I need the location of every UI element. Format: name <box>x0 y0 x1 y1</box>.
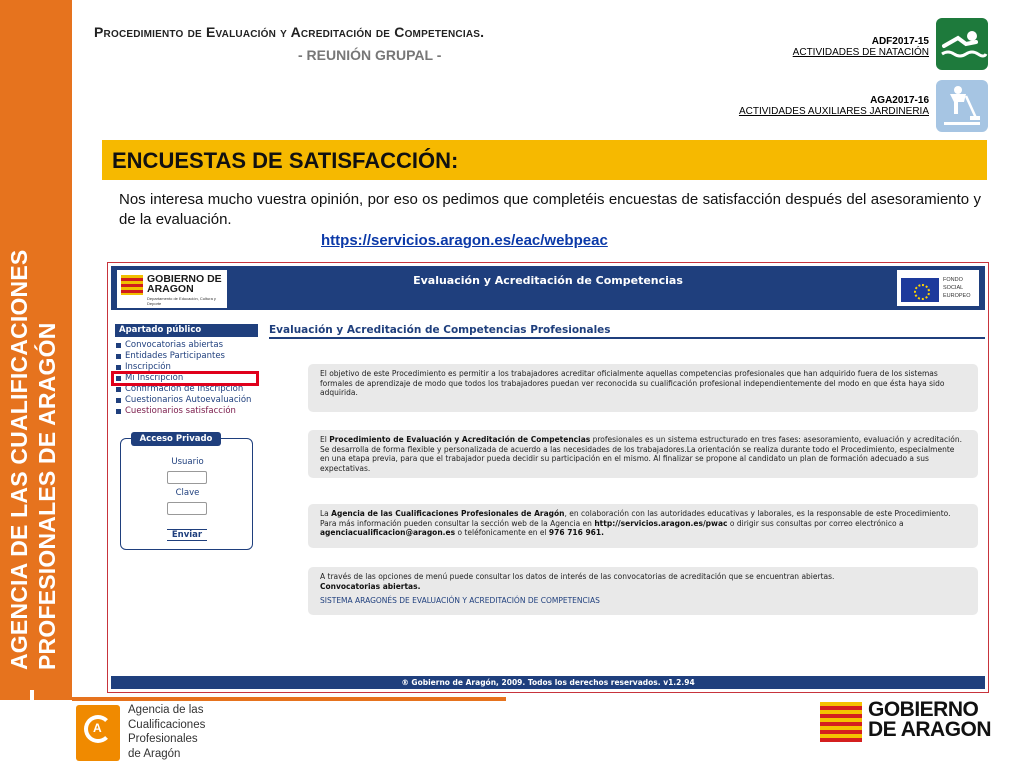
site-header <box>111 266 985 310</box>
info-text-bold: Agencia de las Cualificaciones Profesionales de Aragón <box>331 509 565 518</box>
procedure-title: Procedimiento de Evaluación y Acreditación de Competencias. <box>94 24 485 40</box>
info-text: profesionales es un sistema estructurado en tres fases: asesoramiento, evaluación y acreditación. Se desarrolla de forma flexible y personalizada de acuerdo a las necesidades de los trabajadores.La orientación se realiza durante todo el Procedimiento, especialmente en una etapa previa, para que el trabajador pueda decidir su participación en el mismo. Al finalizar se propone al candidato un plan de formación adecuado a sus expectativas. <box>320 435 962 473</box>
gov-name-line: DE ARAGON <box>868 718 992 741</box>
course-code: ADF2017-15 <box>871 36 929 47</box>
agency-name-line: de Aragón <box>128 747 181 760</box>
website-screenshot-content <box>111 266 985 689</box>
nav-item-inscripcion[interactable]: Inscripción <box>115 362 258 373</box>
gov-name-line: GOBIERNO <box>868 698 979 721</box>
agency-name <box>128 703 205 761</box>
course-name[interactable]: ACTIVIDADES DE NATACIÓN <box>792 47 929 58</box>
band-accent-bar <box>30 690 34 704</box>
nav-item-entidades[interactable]: Entidades Participantes <box>115 351 258 362</box>
site-title: Evaluación y Acreditación de Competencias <box>413 274 683 287</box>
course-name[interactable]: ACTIVIDADES AUXILIARES JARDINERIA <box>738 106 929 117</box>
meeting-subtitle: - REUNIÓN GRUPAL - <box>298 47 442 63</box>
vertical-title-line1: AGENCIA DE LAS CUALIFICACIONES <box>6 249 32 670</box>
info-box-objective <box>308 364 978 412</box>
gobierno-aragon-logo <box>820 700 1005 746</box>
info-text: La <box>320 509 332 518</box>
info-text-bold: Procedimiento de Evaluación y Acreditación de Competencias <box>329 435 591 444</box>
footer-divider <box>72 697 506 701</box>
course-adf <box>793 36 929 58</box>
eu-text-line: EUROPEO <box>943 293 971 299</box>
survey-url-link[interactable]: https://servicios.aragon.es/eac/webpeac <box>321 232 608 249</box>
vertical-agency-title <box>0 0 72 700</box>
gobierno-aragon-name <box>868 700 991 740</box>
enviar-button[interactable]: Enviar <box>167 529 207 541</box>
info-text-bold: Convocatorias abiertas. <box>320 581 421 591</box>
site-logo-dept: Departamento de Educación, Cultura y Deporte <box>147 296 216 306</box>
info-box-menu <box>308 567 978 615</box>
info-box-procedure <box>308 430 978 478</box>
highlight-box <box>111 371 259 386</box>
eu-flag-icon <box>901 278 939 302</box>
site-main-title: Evaluación y Acreditación de Competencias Profesionales <box>269 324 985 339</box>
info-text-caps: SISTEMA ARAGONÉS DE EVALUACIÓN Y ACREDITACIÓN DE COMPETENCIAS <box>320 596 600 605</box>
vertical-title-line2: PROFESIONALES DE ARAGÓN <box>34 322 60 670</box>
section-title: ENCUESTAS DE SATISFACCIÓN: <box>112 148 459 173</box>
agency-phone: 976 716 961. <box>548 528 604 537</box>
gardener-icon <box>936 80 988 132</box>
agency-logo-letter: A <box>93 721 102 735</box>
eu-text-line: SOCIAL <box>943 285 964 291</box>
nav-item-autoevaluacion[interactable]: Cuestionarios Autoevaluación <box>115 395 258 406</box>
usuario-label: Usuario <box>171 457 204 467</box>
info-text: El <box>320 435 330 444</box>
clave-input[interactable] <box>167 502 207 515</box>
info-text: A través de las opciones de menú puede consultar los datos de interés de las convocatorias de acreditación que se encuentran abiertas. <box>320 572 835 581</box>
private-access-title: Acceso Privado <box>131 432 221 446</box>
agency-name-line: Agencia de las <box>128 704 204 716</box>
agency-name-line: Cualificaciones <box>128 718 206 731</box>
nav-header: Apartado público <box>115 324 258 337</box>
course-code: AGA2017-16 <box>870 95 929 106</box>
nav-item-mi-inscripcion[interactable]: Mi Inscripción <box>115 373 258 384</box>
info-text: , en colaboración con las autoridades educativas y laborales, es la responsable de este Procedimiento. Para más información pueden consultar la sección web de la Agencia en <box>320 509 951 528</box>
website-screenshot <box>107 262 989 693</box>
agency-name-line: Profesionales <box>128 733 198 745</box>
aragon-flag-icon <box>820 702 862 742</box>
nav-item-satisfaccion[interactable]: Cuestionarios satisfacción <box>115 406 258 417</box>
site-footer: ® Gobierno de Aragón, 2009. Todos los derechos reservados. v1.2.94 <box>111 676 985 689</box>
nav-item-convocatorias[interactable]: Convocatorias abiertas <box>115 340 258 351</box>
agency-email-link[interactable]: agenciacualificacion@aragon.es <box>320 528 456 537</box>
agency-web-link[interactable]: http://servicios.aragon.es/pwac <box>594 518 728 528</box>
eu-fund-logo <box>897 270 979 306</box>
section-header-bar <box>102 140 987 180</box>
info-text: o dirigir sus consultas por correo electrónico a <box>727 518 904 528</box>
private-access-panel <box>120 434 253 550</box>
info-text: El objetivo de este Procedimiento es permitir a los trabajadores acreditar oficialmente aquellas competencias profesionales que han adquirido fuera de los sistemas formales de aprendizaje de modo que todos los trabajadores puedan ver reconocida su cualificación profesional independientemente del modo en que ésta haya sido adquirida. <box>320 369 945 397</box>
agency-logo <box>76 705 120 761</box>
intro-paragraph: Nos interesa mucho vuestra opinión, por eso os pedimos que completéis encuestas de satisfacción después del asesoramiento y de la evaluación. <box>119 191 981 228</box>
swimmer-icon <box>936 18 988 70</box>
usuario-input[interactable] <box>167 471 207 484</box>
site-logo-name: GOBIERNO DE ARAGON <box>147 273 222 295</box>
info-box-agency <box>308 504 978 548</box>
clave-label: Clave <box>175 488 200 498</box>
nav-item-confirmacion[interactable]: Confirmación de Inscripción <box>115 384 258 395</box>
eu-text-line: FONDO <box>943 277 963 283</box>
info-text: o teléfonicamente en el <box>455 528 549 537</box>
course-aga <box>739 95 929 117</box>
